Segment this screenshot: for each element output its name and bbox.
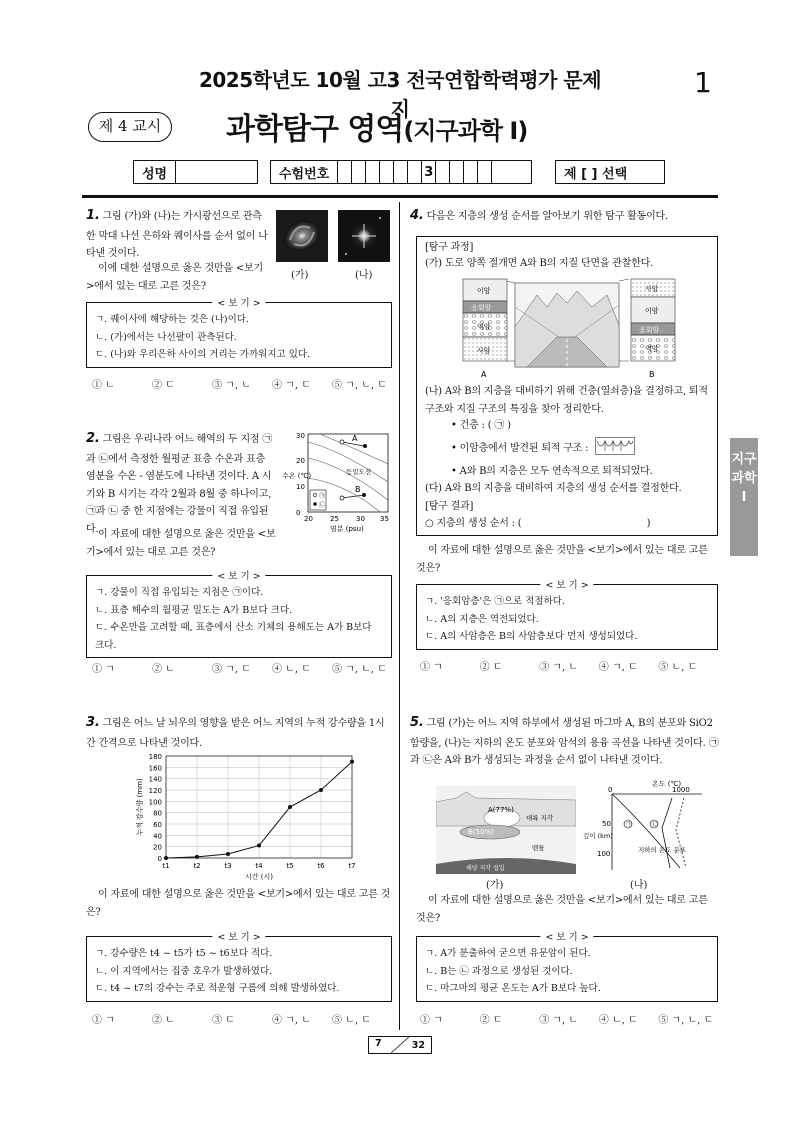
q1-choice-5[interactable]: ⑤ ㄱ, ㄴ, ㄷ	[332, 380, 387, 391]
current-page: 7	[375, 1038, 382, 1049]
y-tick-label: 160	[148, 764, 162, 773]
svg-text:응회암: 응회암	[639, 326, 660, 334]
choice-field[interactable]	[555, 160, 665, 184]
name-field[interactable]	[133, 160, 258, 184]
svg-text:해양 지각 섭입: 해양 지각 섭입	[466, 865, 505, 872]
svg-text:0: 0	[608, 786, 613, 794]
q1-text: 그림 (가)와 (나)는 가시광선으로 관측한 막대 나선 은하와 퀘이사를 순서 없이 나타낸 것이다.	[86, 211, 268, 260]
q1-item-2: ㄴ. (가)에서는 나선팔이 관측된다.	[95, 331, 237, 343]
svg-text:염분 (psu): 염분 (psu)	[330, 525, 364, 533]
q3-prompt: 이 자료에 대한 설명으로 옳은 것만을 <보기>에서 있는 대로 고른 것은?	[86, 889, 391, 918]
q5-item-1: ㄱ. A가 분출하여 굳으면 유문암이 된다.	[425, 948, 591, 959]
subject-title	[226, 104, 527, 148]
q4-number: 4.	[410, 208, 424, 223]
y-tick-label: 80	[153, 809, 162, 818]
data-point	[226, 852, 230, 856]
q1-stem	[86, 205, 268, 263]
svg-text:30: 30	[296, 432, 305, 440]
q1-prompt: 이에 대한 설명으로 옳은 것만을 <보기>에서 있는 대로 고른 것은?	[86, 263, 263, 292]
svg-text:35: 35	[380, 515, 389, 523]
q5-figure-b	[580, 780, 710, 878]
q2-item-1: ㄱ. 강물이 직접 유입되는 지점은 ㉠이다.	[95, 587, 264, 598]
y-tick-label: 120	[148, 787, 162, 795]
svg-text:수온 (℃): 수온 (℃)	[282, 472, 312, 480]
svg-text:㉡: ㉡	[651, 821, 658, 829]
q4-bogi: < 보 기 > ㄱ. '응회암층'은 ㉠으로 적절하다. ㄴ. A의 지층은 역전되었다. ㄷ. A의 사암층은 B의 사암층보다 먼저 생성되었다.	[416, 584, 718, 650]
subject-sub: (지구과학 Ⅰ)	[403, 117, 528, 145]
name-label: 성명	[134, 161, 176, 183]
q3-choice-4[interactable]: ④ ㄱ, ㄴ	[272, 1015, 311, 1026]
svg-text:B(50%): B(50%)	[468, 828, 494, 836]
q4-result-line: ○ 지층의 생성 순서 : ( )	[425, 518, 651, 529]
x-tick-label: t6	[317, 862, 325, 870]
svg-text:사암: 사암	[645, 285, 659, 293]
y-tick-label: 0	[157, 855, 162, 863]
q4-bullet-2: • 이암층에서 발견된 퇴적 구조 :	[451, 443, 589, 454]
q2-item-2: ㄴ. 표층 해수의 월평균 밀도는 A가 B보다 크다.	[95, 604, 293, 616]
q3-stem	[86, 712, 392, 752]
q2-choice-2[interactable]: ② ㄴ	[152, 664, 175, 675]
svg-text:사암: 사암	[477, 347, 491, 355]
q3-choice-5[interactable]: ⑤ ㄴ, ㄷ	[332, 1015, 371, 1026]
q5-choices	[420, 1011, 718, 1026]
q5-item-3: ㄷ. 마그마의 평균 온도는 A가 B보다 높다.	[425, 983, 601, 995]
q4-stem	[410, 205, 720, 228]
q4-step-a: (가) 도로 양쪽 절개면 A와 B의 지질 단면을 관찰한다.	[425, 258, 654, 269]
y-axis-label: 누적 강수량 (mm)	[136, 778, 144, 836]
q1-caption-a: (가)	[291, 270, 309, 281]
data-point	[319, 788, 323, 792]
q5-caption-b: (나)	[630, 880, 648, 891]
svg-text:A(77%): A(77%)	[488, 806, 514, 814]
svg-text:20: 20	[304, 515, 313, 523]
data-point	[195, 855, 199, 859]
subject-main: 과학탐구 영역	[226, 112, 404, 147]
svg-text:100: 100	[597, 850, 611, 858]
q4-text: 다음은 지층의 생성 순서를 알아보기 위한 탐구 활동이다.	[426, 211, 668, 222]
q4-choice-5[interactable]: ⑤ ㄴ, ㄷ	[658, 662, 698, 673]
q3-item-3: ㄷ. t4 ~ t7의 강수는 주로 적운형 구름에 의해 발생하였다.	[95, 983, 340, 995]
svg-text:맨틀: 맨틀	[532, 844, 545, 852]
data-point	[164, 856, 168, 860]
q4-choice-2[interactable]: ② ㄷ	[479, 662, 503, 673]
y-tick-label: 140	[148, 775, 162, 784]
q3-choice-2[interactable]: ② ㄴ	[152, 1015, 175, 1026]
svg-text:A: A	[352, 434, 358, 443]
q5-item-2: ㄴ. B는 ㉡ 과정으로 생성된 것이다.	[425, 965, 573, 977]
q1-choices	[92, 376, 392, 391]
column-divider	[399, 202, 400, 1030]
svg-text:이암: 이암	[477, 287, 491, 295]
svg-text:50: 50	[602, 820, 611, 828]
q3-item-2: ㄴ. 이 지역에서는 집중 호우가 발생하였다.	[95, 965, 273, 977]
choice-label: 제 [ ] 선택	[564, 166, 628, 182]
q3-item-1: ㄱ. 강수량은 t4 ~ t5가 t5 ~ t6보다 적다.	[95, 948, 273, 959]
svg-text:B: B	[355, 485, 361, 494]
svg-text:B: B	[649, 370, 655, 379]
q5-choice-2[interactable]: ② ㄷ	[479, 1015, 503, 1026]
q5-bogi: < 보 기 > ㄱ. A가 분출하여 굳으면 유문암이 된다. ㄴ. B는 ㉡ 과정으로 생성된 것이다. ㄷ. 마그마의 평균 온도는 A가 B보다 높다.	[416, 936, 718, 1002]
mud-crack-icon	[595, 437, 635, 455]
page-counter	[368, 1036, 432, 1054]
y-tick-label: 180	[148, 753, 162, 761]
exam-number-label: 수험번호	[271, 161, 338, 183]
q1-choice-2[interactable]: ② ㄷ	[152, 380, 175, 391]
svg-text:25: 25	[330, 515, 339, 523]
data-point	[257, 844, 261, 848]
svg-text:20: 20	[296, 457, 305, 465]
side-tab: 지구과학Ⅰ	[730, 438, 758, 556]
q1-item-1: ㄱ. 퀘이사에 해당하는 것은 (나)이다.	[95, 314, 250, 325]
q1-item-3: ㄷ. (나)와 우리은하 사이의 거리는 가까워지고 있다.	[95, 349, 311, 361]
period-badge: 제 4 교시	[88, 112, 172, 142]
q5-choice-4[interactable]: ④ ㄴ, ㄷ	[598, 1015, 638, 1026]
x-tick-label: t7	[348, 862, 356, 870]
q4-result-title: [탐구 결과]	[425, 501, 474, 512]
svg-text:등밀도선: 등밀도선	[346, 468, 372, 476]
q2-text: 그림은 우리나라 어느 해역의 두 지점 ㉠과 ㉡에서 측정한 월평균 표층 수온과 표층 염분을 수온 - 염분도에 나타낸 것이다. A 시기와 B 시기는 각각 2월과 8월 중 하나이고, ㉠과 ㉡ 중 한 지점에는 강물이 직접 유입된다.	[86, 434, 273, 535]
q4-inquiry-box	[416, 236, 718, 536]
q1-bogi: < 보 기 > ㄱ. 퀘이사에 해당하는 것은 (나)이다. ㄴ. (가)에서는 나선팔이 관측된다. ㄷ. (나)와 우리은하 사이의 거리는 가까워지고 있다.	[86, 302, 392, 368]
svg-text:㉠: ㉠	[625, 821, 632, 829]
svg-text:깊이 (km): 깊이 (km)	[583, 832, 613, 840]
svg-text:대륙 지각: 대륙 지각	[526, 814, 554, 822]
q2-stem	[86, 428, 276, 538]
q4-choice-4[interactable]: ④ ㄱ, ㄷ	[598, 662, 638, 673]
q2-ts-diagram	[280, 428, 395, 538]
svg-text:지하의 온도 분포: 지하의 온도 분포	[638, 846, 687, 854]
q1-choice-4[interactable]: ④ ㄱ, ㄷ	[272, 380, 311, 391]
q4-item-1: ㄱ. '응회암층'은 ㉠으로 적절하다.	[425, 596, 565, 607]
svg-text:역암: 역암	[645, 345, 659, 353]
q2-choice-3[interactable]: ③ ㄱ, ㄷ	[212, 664, 251, 675]
svg-text:10: 10	[296, 483, 305, 491]
q3-choices	[92, 1011, 392, 1026]
total-pages: 32	[411, 1040, 425, 1051]
q3-number: 3.	[86, 715, 100, 730]
q1-caption-b: (나)	[355, 270, 373, 281]
q4-item-2: ㄴ. A의 지층은 역전되었다.	[425, 613, 539, 625]
q3-choice-3[interactable]: ③ ㄷ	[212, 1015, 235, 1026]
page-number: 1	[694, 66, 712, 99]
q4-step-c: (다) A와 B의 지층을 대비하여 지층의 생성 순서를 결정한다.	[425, 483, 682, 494]
q5-choice-5[interactable]: ⑤ ㄱ, ㄴ, ㄷ	[658, 1015, 714, 1026]
q5-figure-a	[436, 786, 576, 878]
q5-choice-3[interactable]: ③ ㄱ, ㄴ	[539, 1015, 579, 1026]
q5-number: 5.	[410, 715, 424, 730]
q5-stem	[410, 712, 720, 770]
q2-choice-1[interactable]: ① ㄱ	[92, 664, 115, 675]
y-tick-label: 100	[148, 798, 162, 807]
x-tick-label: t4	[255, 862, 263, 870]
y-tick-label: 20	[153, 843, 162, 852]
q5-caption-a: (가)	[486, 880, 504, 891]
exam-number-field[interactable]	[270, 160, 532, 184]
q3-bogi: < 보 기 > ㄱ. 강수량은 t4 ~ t5가 t5 ~ t6보다 적다. ㄴ. 이 지역에서는 집중 호우가 발생하였다. ㄷ. t4 ~ t7의 강수는 주로 적운형 구름에 의해 발생하였다.	[86, 936, 392, 1002]
svg-text:1000: 1000	[672, 786, 690, 794]
q4-bullet-1: • 건층 : ( ㉠ )	[451, 420, 511, 431]
q4-step-b: (나) A와 B의 지층을 대비하기 위해 건층(열쇠층)을 결정하고, 퇴적 구조와 지질 구조의 특징을 찾아 정리한다.	[425, 386, 708, 415]
q3-rain-chart	[120, 748, 370, 882]
svg-text:응회암: 응회암	[471, 304, 492, 312]
q2-item-3: ㄷ. 수온만을 고려할 때, 표층에서 산소 기체의 용해도는 A가 B보다 크다.	[95, 622, 372, 651]
q4-choice-1[interactable]: ① ㄱ	[420, 662, 443, 673]
q4-item-3: ㄷ. A의 사암층은 B의 사암층보다 먼저 생성되었다.	[425, 631, 638, 643]
q4-bullet-3: • A와 B의 지층은 모두 연속적으로 퇴적되었다.	[451, 466, 653, 477]
svg-text:역암: 역암	[477, 323, 491, 331]
exam-number-digit: 3	[422, 161, 436, 183]
q2-bogi: < 보 기 > ㄱ. 강물이 직접 유입되는 지점은 ㉠이다. ㄴ. 표층 해수의 월평균 밀도는 A가 B보다 크다. ㄷ. 수온만을 고려할 때, 표층에서 산소 기체의 용해도는 A가 B보다 크다.	[86, 575, 392, 658]
data-point	[288, 805, 292, 809]
q2-number: 2.	[86, 431, 100, 446]
svg-text:이암: 이암	[645, 307, 659, 315]
q1-number: 1.	[86, 208, 100, 223]
exam-title: 2025학년도 10월 고3 전국연합학력평가 문제지	[198, 68, 602, 121]
q3-text: 그림은 어느 날 뇌우의 영향을 받은 어느 지역의 누적 강수량을 1시간 간격으로 나타낸 것이다.	[86, 718, 385, 749]
header-rule	[82, 195, 718, 198]
q4-choice-3[interactable]: ③ ㄱ, ㄴ	[539, 662, 579, 673]
q2-choices	[92, 660, 392, 675]
q5-choice-1[interactable]: ① ㄱ	[420, 1015, 443, 1026]
x-tick-label: t5	[286, 862, 294, 870]
q2-choice-5[interactable]: ⑤ ㄱ, ㄴ, ㄷ	[332, 664, 387, 675]
q2-prompt: 이 자료에 대한 설명으로 옳은 것만을 <보기>에서 있는 대로 고른 것은?	[86, 529, 276, 558]
x-axis-label: 시간 (시)	[245, 873, 273, 881]
q4-choices	[420, 658, 718, 673]
q4-prompt: 이 자료에 대한 설명으로 옳은 것만을 <보기>에서 있는 대로 고른 것은?	[416, 545, 708, 574]
q1-choice-1[interactable]: ① ㄴ	[92, 380, 115, 391]
svg-text:30: 30	[356, 515, 365, 523]
svg-text:㉠: ㉠	[319, 493, 326, 500]
svg-text:0: 0	[296, 509, 301, 517]
x-tick-label: t1	[162, 862, 170, 870]
svg-text:온도 (℃): 온도 (℃)	[652, 780, 682, 788]
q4-proc-title: [탐구 과정]	[425, 242, 474, 253]
svg-text:㉡: ㉡	[319, 502, 326, 509]
q5-text: 그림 (가)는 어느 지역 하부에서 생성된 마그마 A, B의 분포와 SiO2 함량을, (나)는 지하의 온도 분포와 암석의 용융 곡선을 나타낸 것이다. ㉠과 ㉡은 A와 B가 생성되는 과정을 순서 없이 나타낸 것이다.	[410, 718, 719, 767]
q2-choice-4[interactable]: ④ ㄴ, ㄷ	[272, 664, 311, 675]
q5-prompt: 이 자료에 대한 설명으로 옳은 것만을 <보기>에서 있는 대로 고른 것은?	[416, 895, 708, 924]
q1-choice-3[interactable]: ③ ㄱ, ㄴ	[212, 380, 251, 391]
q3-choice-1[interactable]: ① ㄱ	[92, 1015, 115, 1026]
y-tick-label: 60	[153, 821, 162, 829]
data-point	[350, 760, 354, 764]
x-tick-label: t3	[224, 862, 232, 870]
x-tick-label: t2	[193, 862, 201, 870]
svg-text:A: A	[481, 370, 487, 379]
y-tick-label: 40	[153, 832, 162, 841]
